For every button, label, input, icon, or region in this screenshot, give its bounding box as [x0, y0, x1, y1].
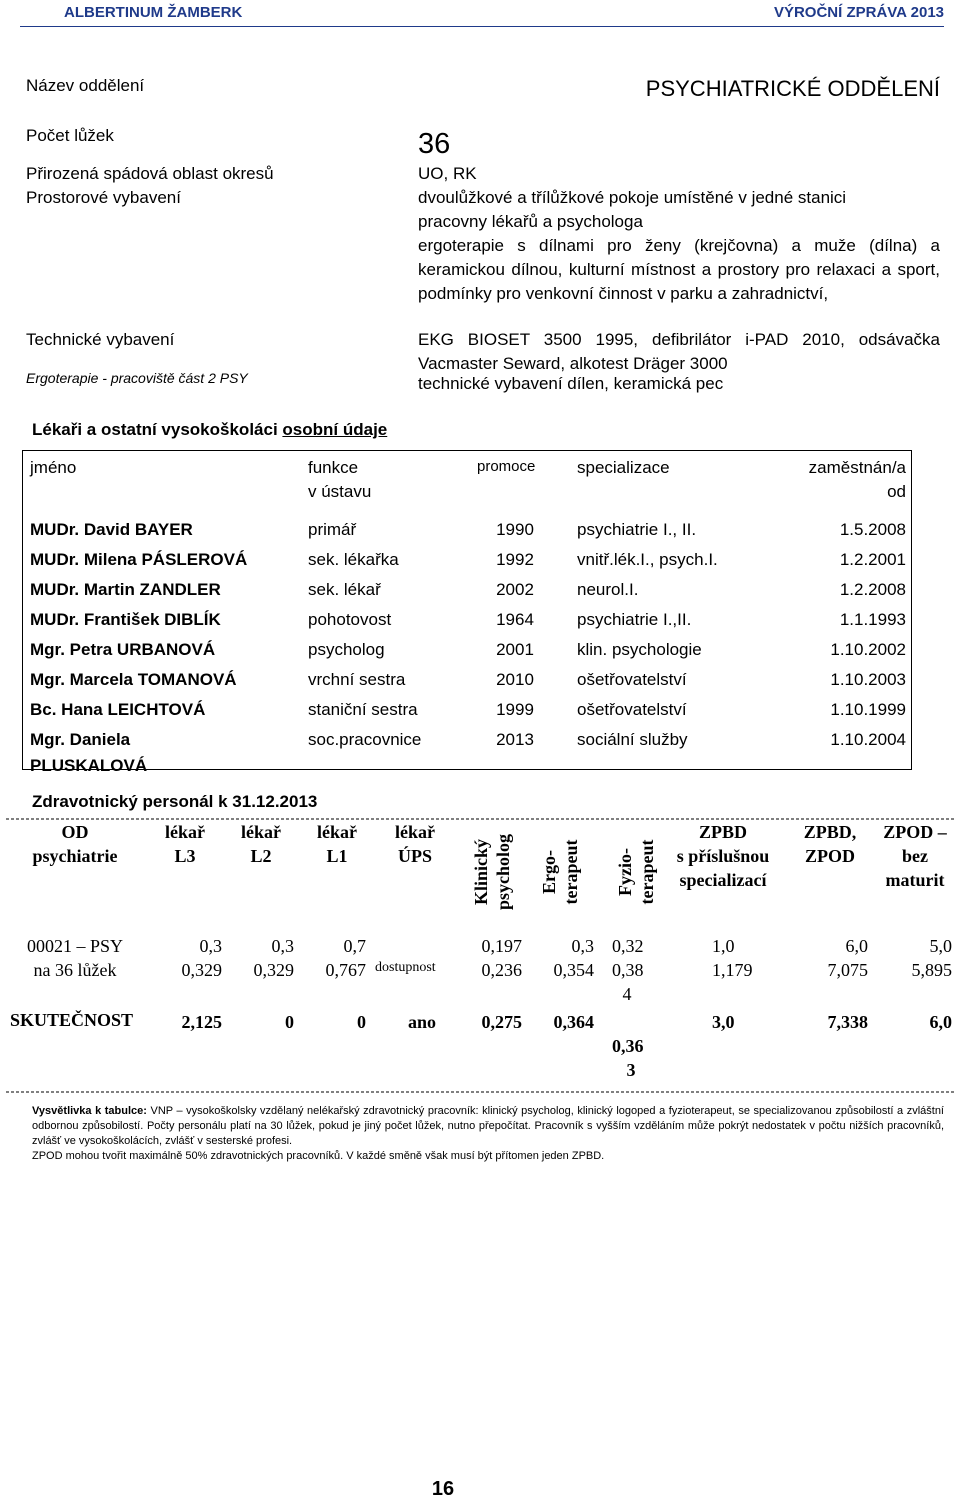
doctor-func: sek. lékař	[308, 580, 381, 599]
staff-header-l1-line: L1	[326, 846, 348, 866]
staff-norm-value: 0,354	[553, 960, 594, 980]
staff-norm-physio	[612, 934, 662, 1006]
doctor-spec: neurol.I.	[577, 580, 639, 599]
staff-header-zpbd	[660, 820, 786, 892]
staff-header-od-line: OD	[61, 822, 89, 842]
staff-actual-l1: 0	[357, 1012, 366, 1032]
doctor-from: 1.10.2004	[830, 730, 906, 749]
staff-header-l1-line: lékař	[317, 822, 357, 842]
col-header-employed-2: od	[887, 482, 906, 501]
doctor-from: 1.10.2002	[830, 640, 906, 659]
doctor-func: vrchní sestra	[308, 670, 406, 689]
staff-header-physiotherapist	[614, 812, 658, 932]
area-label: Přirozená spádová oblast okresů	[26, 164, 274, 183]
staff-header-zpbd-zpod-line: ZPBD,	[803, 822, 857, 842]
doctor-from: 1.2.2008	[839, 580, 906, 599]
staff-actual-ups: ano	[408, 1012, 437, 1032]
ergo-label: Ergoterapie - pracoviště část 2 PSY	[26, 370, 248, 386]
staff-row-norm-label-line: 00021 – PSY	[26, 936, 124, 956]
staff-header-l2-line: L2	[250, 846, 272, 866]
doctor-name: Mgr. Daniela	[30, 730, 131, 749]
staff-header-zpbd-line: ZPBD	[698, 822, 747, 842]
staff-actual-zpbd-zpod: 7,338	[827, 1012, 868, 1032]
staff-norm-value: 0,329	[253, 960, 294, 980]
spaces-label: Prostorové vybavení	[26, 188, 181, 207]
doctor-spec: sociální služby	[577, 730, 688, 749]
staff-title: Zdravotnický personál k 31.12.2013	[32, 792, 318, 811]
staff-row-norm-label	[6, 934, 144, 982]
notes-line-1: VNP – vysokoškolsky vzdělaný nelékařský zdravotnický pracovník: klinický psycholog, klinický logoped a fyzioterapeut, se specializovanou způsobilostí a zvláštní odbornou způsobilostí. Počty personálu platí na 30 lůžek, pokud je jiný počet lůžek, nutno přepočítat. Pracovník s vyšším vzděláním může pokrýt nedostatek v počtu nižších pracovníků, zvlášť ve vysokoškolácích, zvlášť v sesterské profesi.	[32, 1105, 944, 1147]
staff-actual-zpbd: 3,0	[712, 1012, 735, 1032]
staff-norm-clinical	[460, 934, 522, 982]
doctor-name: MUDr. Milena PÁSLEROVÁ	[30, 550, 248, 569]
doctor-func: staniční sestra	[308, 700, 418, 719]
header-left: ALBERTINUM ŽAMBERK	[64, 4, 243, 21]
staff-header-l1	[302, 820, 372, 868]
doctor-func: pohotovost	[308, 610, 392, 629]
dept-label: Název oddělení	[26, 76, 145, 95]
col-header-name: jméno	[30, 458, 77, 477]
staff-header-clinical-psychologist	[470, 812, 514, 932]
staff-header-l2	[226, 820, 296, 868]
staff-header-l3-line: L3	[174, 846, 196, 866]
staff-header-ups-line: lékař	[395, 822, 435, 842]
staff-header-zpod-line: maturit	[885, 870, 945, 890]
spaces-line: dvoulůžkové a třílůžkové pokoje umístěné v jedné stanici	[418, 188, 847, 207]
doctor-name: Bc. Hana LEICHTOVÁ	[30, 700, 206, 719]
spaces-line: pracovny lékařů a psychologa	[418, 212, 643, 231]
staff-header-l2-line: lékař	[241, 822, 281, 842]
tech-value: EKG BIOSET 3500 1995, defibrilátor i-PAD 2010, odsávačka Vacmaster Seward, alkotest Dräger 3000	[418, 330, 940, 373]
doctor-name: MUDr. David BAYER	[30, 520, 193, 539]
staff-norm-value: 6,0	[845, 936, 868, 956]
staff-norm-value: 4	[622, 984, 632, 1004]
staff-norm-value: 0,3	[571, 936, 594, 956]
staff-actual-value: 3	[626, 1060, 636, 1080]
staff-actual-l3: 2,125	[181, 1012, 222, 1032]
doctor-func: primář	[308, 520, 357, 539]
staff-norm-value: 0,767	[325, 960, 366, 980]
doctor-from: 1.5.2008	[839, 520, 906, 539]
col-header-employed: zaměstnán/a	[808, 458, 906, 477]
staff-header-od-line: psychiatrie	[32, 846, 118, 866]
doctor-promo: 2013	[496, 730, 534, 749]
staff-row-norm-label-line: na 36 lůžek	[33, 960, 117, 980]
doctor-spec: vnitř.lék.I., psych.I.	[577, 550, 718, 569]
doctor-promo: 2001	[496, 640, 534, 659]
staff-actual-physio	[612, 1034, 662, 1082]
tech-label: Technické vybavení	[26, 330, 175, 349]
doctor-name: MUDr. Martin ZANDLER	[30, 580, 221, 599]
header-right: VÝROČNÍ ZPRÁVA 2013	[773, 4, 944, 21]
staff-norm-l3	[150, 934, 222, 982]
area-value: UO, RK	[418, 164, 477, 183]
doctor-from: 1.1.1993	[839, 610, 906, 629]
doctor-spec: ošetřovatelství	[577, 670, 687, 689]
doctor-promo: 1999	[496, 700, 534, 719]
staff-actual-clinical: 0,275	[481, 1012, 522, 1032]
doctor-promo: 1992	[496, 550, 534, 569]
staff-norm-value: 0,32	[612, 936, 644, 956]
doctor-from: 1.10.1999	[830, 700, 906, 719]
col-header-func-2: v ústavu	[308, 482, 372, 501]
staff-norm-value: 5,895	[911, 960, 952, 980]
staff-header-ergo-line: Ergo-	[539, 850, 559, 894]
doctor-func: soc.pracovnice	[308, 730, 422, 749]
staff-header-zpbd-line: specializací	[679, 870, 767, 890]
staff-norm-value: 0,236	[481, 960, 522, 980]
staff-norm-value: 5,0	[929, 936, 952, 956]
col-header-promo: promoce	[477, 458, 536, 475]
doctor-name: Mgr. Marcela TOMANOVÁ	[30, 670, 237, 689]
staff-actual-ergo: 0,364	[553, 1012, 594, 1032]
staff-norm-zpod	[880, 934, 952, 982]
doctor-from: 1.10.2003	[830, 670, 906, 689]
doctor-promo: 2010	[496, 670, 534, 689]
doctors-title: Lékaři a ostatní vysokoškoláci osobní údaje	[32, 420, 388, 439]
staff-norm-l1	[300, 934, 366, 982]
doctor-name-continued: PLUSKALOVÁ	[30, 756, 148, 775]
staff-actual-value: 0,36	[612, 1036, 644, 1056]
staff-norm-value: 0,3	[271, 936, 294, 956]
doctor-name: Mgr. Petra URBANOVÁ	[30, 640, 216, 659]
spaces-line: ergoterapie s dílnami pro ženy (krejčovna) a muže (dílna) a keramickou dílnou, kulturní místnost a prostory pro relaxaci a sport, podmínky pro venkovní činnost v parku a zahradnictví,	[418, 236, 940, 303]
staff-row-actual-label: SKUTEČNOST	[10, 1010, 134, 1030]
staff-norm-zpbd	[712, 934, 772, 982]
staff-actual-zpod: 6,0	[929, 1012, 952, 1032]
staff-header-ergotherapist	[538, 812, 582, 932]
ergo-value: technické vybavení dílen, keramická pec	[418, 374, 724, 393]
doctor-spec: klin. psychologie	[577, 640, 702, 659]
dept-title: PSYCHIATRICKÉ ODDĚLENÍ	[645, 76, 940, 101]
staff-header-zpod	[874, 820, 956, 892]
staff-header-physio-line: terapeut	[637, 839, 657, 905]
staff-header-ergo-line: terapeut	[561, 839, 581, 905]
notes-line-2: ZPOD mohou tvořit maximálně 50% zdravotnických pracovníků. V každé směně však musí být přítomen jeden ZPBD.	[32, 1150, 605, 1162]
beds-label: Počet lůžek	[26, 126, 114, 145]
staff-norm-l2	[226, 934, 294, 982]
staff-header-zpbd-zpod-line: ZPOD	[804, 846, 855, 866]
doctor-spec: psychiatrie I., II.	[577, 520, 697, 539]
staff-norm-ups: dostupnost	[375, 960, 436, 975]
staff-norm-value: 0,7	[343, 936, 366, 956]
doctor-promo: 2002	[496, 580, 534, 599]
staff-header-zpod-line: ZPOD –	[883, 822, 947, 842]
staff-norm-value: 0,38	[612, 960, 644, 980]
doctor-promo: 1990	[496, 520, 534, 539]
notes-lead: Vysvětlivka k tabulce:	[32, 1105, 147, 1117]
staff-norm-value: 0,197	[481, 936, 522, 956]
staff-norm-value: 1,179	[712, 960, 753, 980]
doctor-spec: psychiatrie I.,II.	[577, 610, 692, 629]
staff-norm-value: 7,075	[827, 960, 868, 980]
staff-norm-zpbd-zpod	[800, 934, 868, 982]
doctor-from: 1.2.2001	[839, 550, 906, 569]
doctor-promo: 1964	[496, 610, 534, 629]
staff-header-clinical-line: psycholog	[493, 833, 513, 911]
staff-header-physio-line: Fyzio-	[615, 848, 635, 896]
staff-header-ups	[378, 820, 452, 868]
staff-header-zpbd-zpod	[792, 820, 868, 868]
doctor-spec: ošetřovatelství	[577, 700, 687, 719]
doctor-func: psycholog	[308, 640, 385, 659]
col-header-func: funkce	[308, 458, 359, 477]
staff-header-l3	[150, 820, 220, 868]
staff-norm-value: 0,329	[181, 960, 222, 980]
doctor-func: sek. lékařka	[308, 550, 399, 569]
staff-header-l3-line: lékař	[165, 822, 205, 842]
staff-header-clinical-line: Klinický	[471, 839, 491, 906]
beds-value: 36	[418, 128, 451, 160]
col-header-spec: specializace	[577, 458, 670, 477]
page-number: 16	[431, 1478, 455, 1500]
doctor-name: MUDr. František DIBLÍK	[30, 610, 221, 629]
staff-norm-value: 1,0	[712, 936, 735, 956]
staff-header-ups-line: ÚPS	[397, 846, 432, 866]
staff-norm-value: 0,3	[199, 936, 222, 956]
staff-actual-l2: 0	[285, 1012, 294, 1032]
staff-header-zpod-line: bez	[902, 846, 928, 866]
table-notes	[32, 1104, 944, 1164]
staff-norm-ergo	[536, 934, 594, 982]
staff-header-zpbd-line: s příslušnou	[676, 846, 770, 866]
staff-header-od	[6, 820, 144, 868]
